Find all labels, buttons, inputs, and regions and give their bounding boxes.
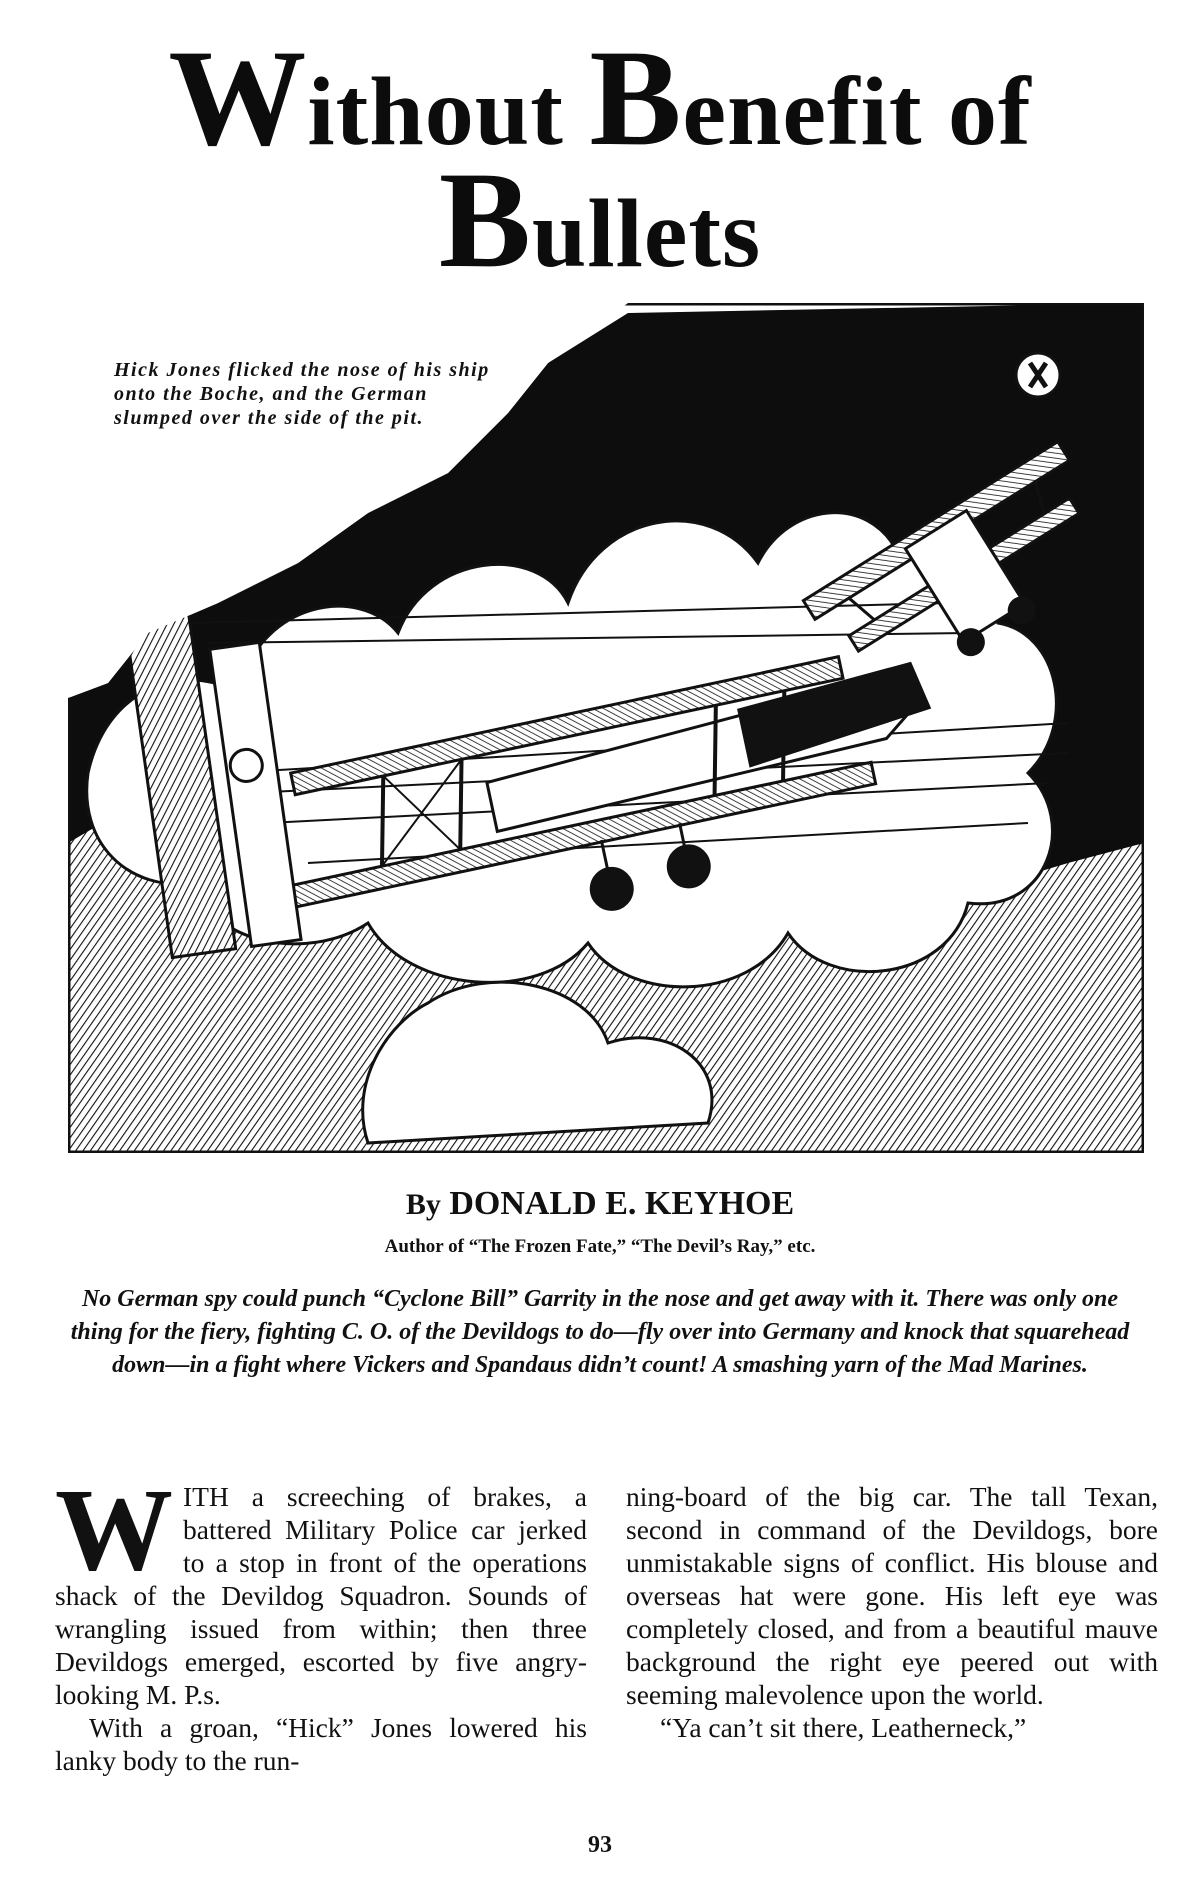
paragraph-1-text: ITH a screeching of brakes, a battered Military Police car jerked to a stop in front of the operations shack of the Devildog Squadron. Sounds of wrangling issued from within; then three Devildogs emerged, escorted by five angry-looking M. P.s. (55, 1481, 587, 1710)
title-initial-b: B (589, 21, 683, 174)
text-column-right (626, 1480, 1158, 1744)
paragraph-2-continued: ning-board of the big car. The tall Texan, second in command of the Devildogs, bore unmistakable signs of conflict. His blouse and overseas hat were gone. His left eye was completely closed, and from a beautiful mauve background the right eye peered out with seeming malevolence upon the world. (626, 1481, 1158, 1710)
title-initial-w: W (168, 21, 308, 174)
drop-cap: W (55, 1464, 173, 1595)
byline-author: DONALD E. KEYHOE (449, 1185, 795, 1222)
iron-cross-icon (1016, 353, 1060, 397)
dogfight-illustration (68, 303, 1144, 1153)
paragraph-2-start: With a groan, “Hick” Jones lowered his lanky body to the run- (55, 1712, 587, 1776)
illustration-caption: Hick Jones flicked the nose of his ship onto the Boche, and the German slumped over the side of the pit. (114, 359, 490, 429)
byline-by: By (405, 1188, 441, 1221)
story-title-line-2 (0, 143, 1200, 296)
paragraph-3: “Ya can’t sit there, Leatherneck,” (660, 1712, 1027, 1743)
title-word-ithout: ithout (307, 58, 590, 166)
text-column-left (55, 1464, 587, 1777)
author-credits: Author of “The Frozen Fate,” “The Devil’s Ray,” etc. (384, 1236, 816, 1257)
paragraph-1 (55, 1464, 587, 1711)
byline (0, 1185, 1200, 1223)
illustration (68, 303, 1144, 1153)
story-blurb: No German spy could punch “Cyclone Bill” Garrity in the nose and get away with it. There was only one thing for the fiery, fighting C. O. of the Devildogs to do—fly over into Germany and knock that squarehead down—in a fight where Vickers and Spandaus didn’t count! A smashing yarn of the Mad Marines. (70, 1286, 1130, 1378)
title-word-ullets: ullets (531, 180, 762, 288)
story-title-line-1 (0, 21, 1200, 174)
title-initial-b2: B (438, 143, 532, 296)
page-number: 93 (588, 1832, 612, 1858)
title-word-enefit: enefit of (682, 58, 1032, 166)
